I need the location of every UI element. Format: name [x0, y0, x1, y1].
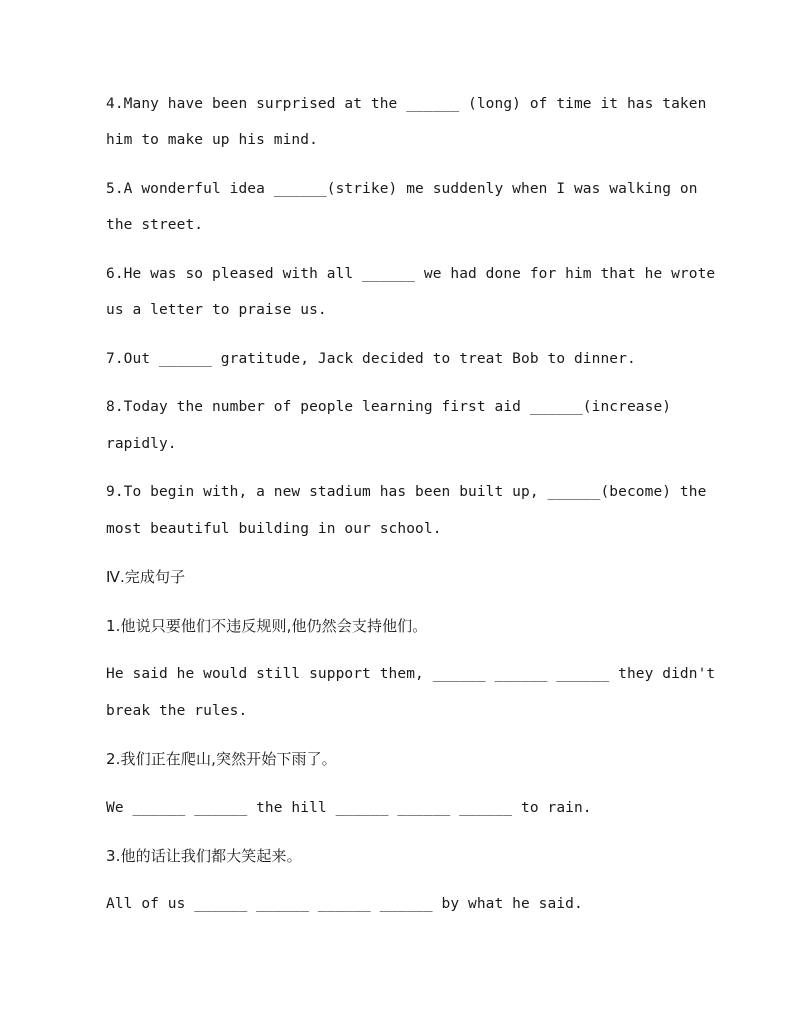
q8-line-1: 8.Today the number of people learning first aid ______(increase) [106, 399, 672, 415]
q4-line-1: 4.Many have been surprised at the ______ (long) of time it has taken [106, 96, 707, 112]
q7-line: 7.Out ______ gratitude, Jack decided to treat Bob to dinner. [106, 351, 636, 367]
q9-line-1: 9.To begin with, a new stadium has been built up, ______(become) the [106, 484, 707, 500]
s2-chinese: 2.我们正在爬山,突然开始下雨了。 [106, 750, 337, 768]
s1-chinese: 1.他说只要他们不违反规则,他仍然会支持他们。 [106, 617, 428, 635]
s1-english-line-1: He said he would still support them, ______ ______ ______ they didn't [106, 666, 716, 682]
s1-english-line-2: break the rules. [106, 703, 248, 719]
q5-line-1: 5.A wonderful idea ______(strike) me suddenly when I was walking on [106, 181, 698, 197]
q9-line-2: most beautiful building in our school. [106, 521, 442, 537]
q8-line-2: rapidly. [106, 436, 177, 452]
q6-line-2: us a letter to praise us. [106, 302, 327, 318]
q6-line-1: 6.He was so pleased with all ______ we had done for him that he wrote [106, 266, 716, 282]
s2-english: We ______ ______ the hill ______ ______ ______ to rain. [106, 800, 592, 816]
q4-line-2: him to make up his mind. [106, 132, 318, 148]
section-heading: Ⅳ.完成句子 [106, 568, 186, 586]
q5-line-2: the street. [106, 217, 204, 233]
s3-english: All of us ______ ______ ______ ______ by what he said. [106, 896, 583, 912]
s3-chinese: 3.他的话让我们都大笑起来。 [106, 847, 302, 865]
